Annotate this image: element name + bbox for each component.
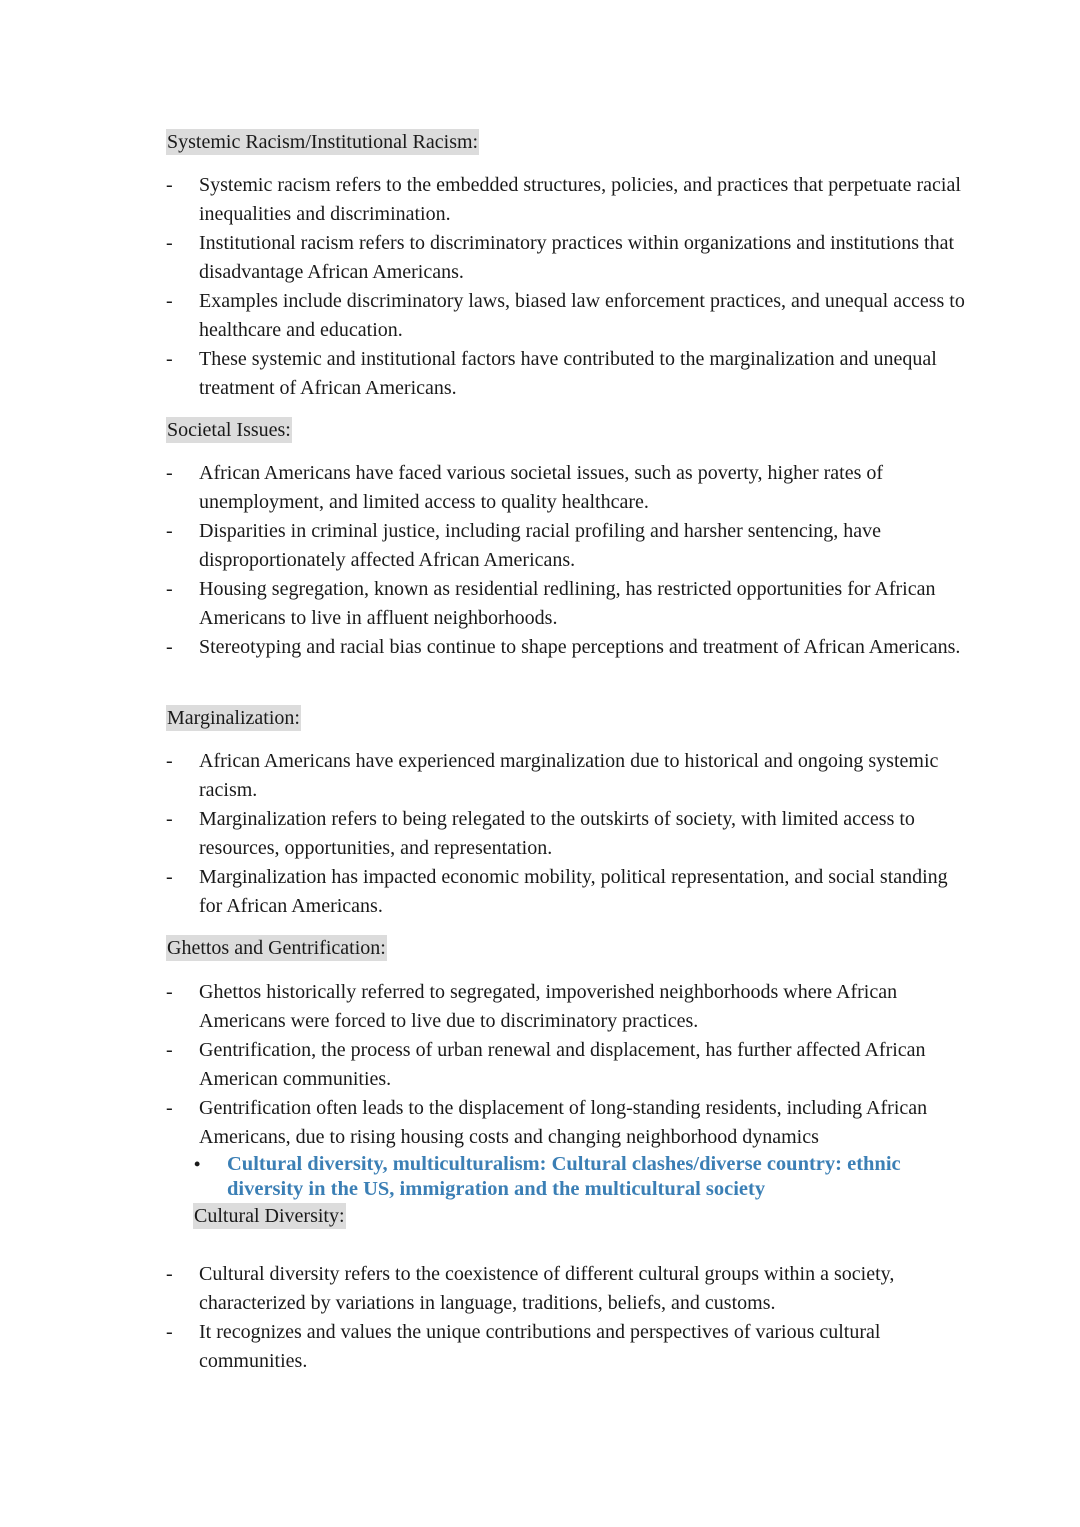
list-item: - Housing segregation, known as residential redlining, has restricted opportunities for African Americans to live in affluent neighborhoods. xyxy=(166,575,966,633)
topic-bullet-text: Cultural diversity, multiculturalism: Cultural clashes/diverse country: ethnic diversity in the US, immigration and the multicultural society xyxy=(227,1153,901,1200)
dash-marker: - xyxy=(166,808,173,830)
dash-marker: - xyxy=(166,348,173,370)
bullet-list-ghettos-gentrification xyxy=(166,978,966,1152)
section-heading-systemic-racism: Systemic Racism/Institutional Racism: xyxy=(167,131,479,153)
dash-marker: - xyxy=(166,866,173,888)
dash-marker: - xyxy=(166,1097,173,1119)
dash-marker: - xyxy=(166,1321,173,1343)
list-item: - Marginalization refers to being relegated to the outskirts of society, with limited access to resources, opportunities, and representation. xyxy=(166,805,966,863)
list-item: - Systemic racism refers to the embedded structures, policies, and practices that perpetuate racial inequalities and discrimination. xyxy=(166,171,966,229)
list-item: - Examples include discriminatory laws, biased law enforcement practices, and unequal access to healthcare and education. xyxy=(166,287,966,345)
dash-marker: - xyxy=(166,578,173,600)
list-item: - Institutional racism refers to discriminatory practices within organizations and institutions that disadvantage African Americans. xyxy=(166,229,966,287)
list-item: - It recognizes and values the unique contributions and perspectives of various cultural communities. xyxy=(166,1318,966,1376)
list-item: - Stereotyping and racial bias continue to shape perceptions and treatment of African Americans. xyxy=(166,633,966,662)
dash-marker: - xyxy=(166,290,173,312)
topic-bullet-cultural-diversity xyxy=(194,1152,964,1202)
dash-marker: - xyxy=(166,750,173,772)
section-heading-societal-issues: Societal Issues: xyxy=(167,419,291,441)
dash-marker: - xyxy=(166,232,173,254)
dash-marker: - xyxy=(166,174,173,196)
section-heading-marginalization: Marginalization: xyxy=(167,707,300,729)
list-item: - Cultural diversity refers to the coexistence of different cultural groups within a society, characterized by variations in language, traditions, beliefs, and customs. xyxy=(166,1260,966,1318)
bullet-list-systemic-racism xyxy=(166,171,966,403)
bullet-list-cultural-diversity xyxy=(166,1260,966,1376)
list-item: - Gentrification, the process of urban renewal and displacement, has further affected African American communities. xyxy=(166,1036,966,1094)
bullet-list-societal-issues xyxy=(166,459,966,662)
dash-marker: - xyxy=(166,1039,173,1061)
section-heading-cultural-diversity: Cultural Diversity: xyxy=(194,1205,345,1227)
dash-marker: - xyxy=(166,1263,173,1285)
list-item: - Ghettos historically referred to segregated, impoverished neighborhoods where African Americans were forced to live due to discriminatory practices. xyxy=(166,978,966,1036)
dash-marker: - xyxy=(166,636,173,658)
bullet-dot-icon: • xyxy=(194,1154,201,1174)
bullet-list-marginalization xyxy=(166,747,966,921)
list-item: - Disparities in criminal justice, including racial profiling and harsher sentencing, have disproportionately affected African Americans. xyxy=(166,517,966,575)
dash-marker: - xyxy=(166,981,173,1003)
list-item: - African Americans have experienced marginalization due to historical and ongoing systemic racism. xyxy=(166,747,966,805)
list-item: - Gentrification often leads to the displacement of long-standing residents, including African Americans, due to rising housing costs and changing neighborhood dynamics xyxy=(166,1094,966,1152)
list-item: - African Americans have faced various societal issues, such as poverty, higher rates of unemployment, and limited access to quality healthcare. xyxy=(166,459,966,517)
list-item: - These systemic and institutional factors have contributed to the marginalization and unequal treatment of African Americans. xyxy=(166,345,966,403)
dash-marker: - xyxy=(166,462,173,484)
list-item: - Marginalization has impacted economic mobility, political representation, and social standing for African Americans. xyxy=(166,863,966,921)
section-heading-ghettos-gentrification: Ghettos and Gentrification: xyxy=(167,937,386,959)
dash-marker: - xyxy=(166,520,173,542)
